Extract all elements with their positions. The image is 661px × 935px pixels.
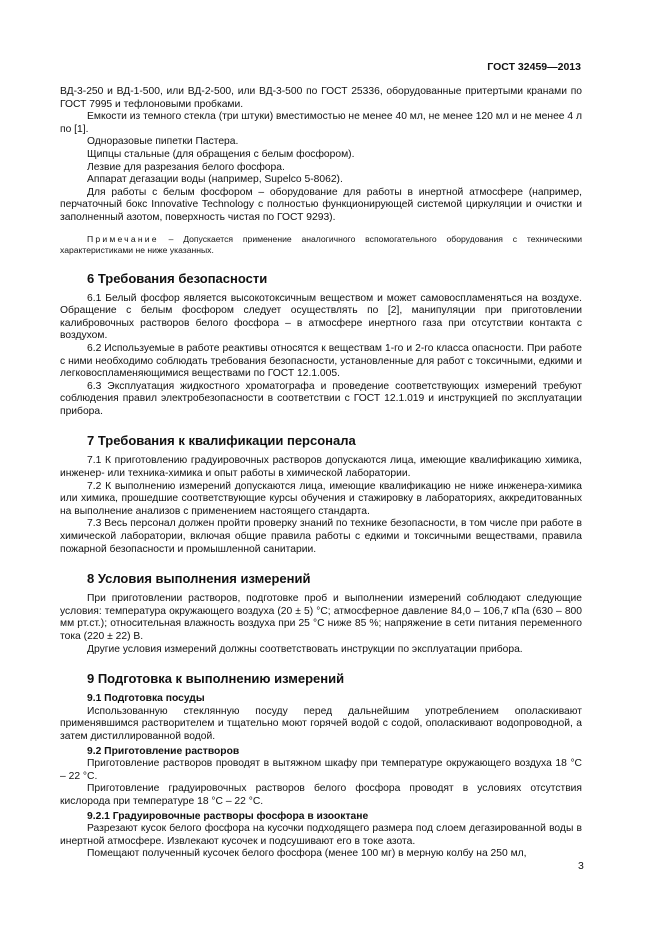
intro-paragraph: Щипцы стальные (для обращения с белым фосфором). [87,148,355,160]
note-label: Примечание [87,233,159,244]
section-9-paragraph: Разрезают кусок белого фосфора на кусочки подходящего размера под слоем дегазированной воды в инертной атмосфере. Извлекают кусочек и подсушивают его в токе азота. [60,823,582,847]
page-number: 3 [578,860,584,872]
section-8-paragraph: При приготовлении растворов, подготовке проб и выполнении измерений соблюдают следующие условия: температура окружающего воздуха (20 ± 5) °С; атмосферное давление 84,0 – 106,7 кПа (630 – 800 мм рт.ст.); относительная влажность воздуха при 25 °С ниже 85 %; напряжение в сети питания переменного тока (220 ± 22) В. [60,593,582,642]
section-9-paragraph: Приготовление градуировочных растворов белого фосфора проводят в условиях отсутствия кислорода при температуре 18 °С – 22 °С. [60,783,582,807]
document-body [60,86,582,861]
section-7-paragraph: 7.1 К приготовлению градуировочных растворов допускаются лица, имеющие квалификацию химика, инженер- или техника-химика и опыт работы в химической лаборатории. [60,455,582,480]
section-9-paragraph: Приготовление растворов проводят в вытяжном шкафу при температуре окружающего воздуха 18 °С – 22 °С. [60,758,582,782]
intro-paragraph: Для работы с белым фосфором – оборудование для работы в инертной атмосфере (например, перчаточный бокс Innovative Technology с полностью функционирующей системой циркуляции и очистки и заполненный азотом, поверхность чистая по ГОСТ 9293). [60,186,582,223]
section-8-paragraph: Другие условия измерений должны соответствовать инструкции по эксплуатации прибора. [87,643,523,655]
section-7-paragraph: 7.3 Весь персонал должен пройти проверку знаний по технике безопасности, в том числе при работе в химической лаборатории, включая общие правила работы с едкими и токсичными веществами, правила пожарной безопасности и промышленной санитарии. [60,518,582,555]
intro-paragraph: Емкости из темного стекла (три штуки) вместимостью не менее 40 мл, не менее 120 мл и не менее 4 л по [1]. [60,111,582,135]
subsection-9-2-1-title: 9.2.1 Градуировочные растворы фосфора в изооктане [87,810,369,822]
standard-code: ГОСТ 32459—2013 [487,61,581,73]
section-8-title: 8 Условия выполнения измерений [87,571,311,587]
section-7-paragraph: 7.2 К выполнению измерений допускаются лица, имеющие квалификацию не ниже инженера-химика или химика, прошедшие соответствующие курсы обучения и стажировку в лабораториях, аккредитованных на выполнение анализов с применением настоящего стандарта. [60,480,582,517]
section-6-paragraph: 6.2 Используемые в работе реактивы относятся к веществам 1-го и 2-го класса опасности. При работе с ними необходимо соблюдать требования безопасности, установленные для работ с токсичными, едкими и легковоспламеняющимися веществами по ГОСТ 12.1.005. [60,342,582,380]
intro-paragraph: Аппарат дегазации воды (например, Supelco 5-8062). [87,174,343,186]
section-6-paragraph: 6.1 Белый фосфор является высокотоксичным веществом и может самовоспламеняться на воздухе. Обращение с белым фосфором следует осуществлять по [2], манипуляции при приготовлении калибровочных растворов белого фосфора – в атмосфере инертного газа при отсутствии контакта с воздухом. [60,292,582,342]
subsection-9-2-title: 9.2 Приготовление растворов [87,745,240,757]
section-7-title: 7 Требования к квалификации персонала [87,433,356,449]
note [60,234,582,256]
section-9-paragraph: Использованную стеклянную посуду перед дальнейшим употреблением ополаскивают применявшимся растворителем и тщательно моют горячей водой с содой, ополаскивают водопроводной, а затем дистиллированной водой. [60,705,582,742]
section-9-paragraph: Помещают полученный кусочек белого фосфора (менее 100 мг) в мерную колбу на 250 мл, [87,848,527,860]
note-text: – Допускается применение аналогичного вспомогательного оборудования с техническими характеристиками не ниже указанных. [60,233,582,255]
intro-paragraph: Одноразовые пипетки Пастера. [87,136,239,148]
section-6-paragraph: 6.3 Эксплуатация жидкостного хроматографа и проведение соответствующих измерений требуют соблюдения правил электробезопасности в соответствии с ГОСТ 12.1.019 и инструкцией по эксплуатации прибора. [60,380,582,417]
section-6-title: 6 Требования безопасности [87,270,268,286]
intro-paragraph: Лезвие для разрезания белого фосфора. [87,161,285,173]
section-9-title: 9 Подготовка к выполнению измерений [87,671,345,687]
intro-paragraph: ВД-3-250 и ВД-1-500, или ВД-2-500, или ВД-3-500 по ГОСТ 25336, оборудованные притертыми кранами по ГОСТ 7995 и тефлоновыми пробками. [60,86,582,110]
subsection-9-1-title: 9.1 Подготовка посуды [87,693,205,705]
